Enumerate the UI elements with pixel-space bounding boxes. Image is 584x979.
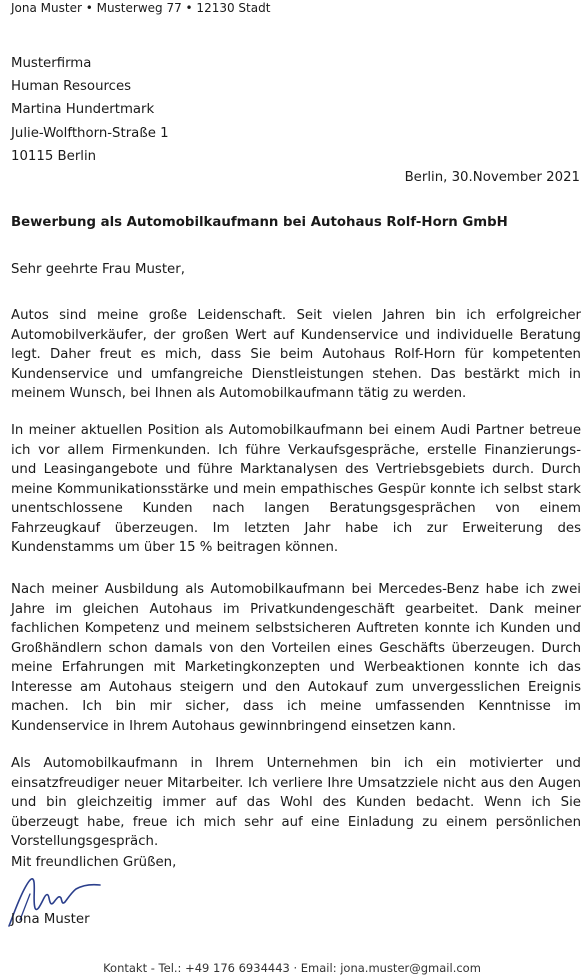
body-paragraph-4: Als Automobilkaufmann in Ihrem Unternehmen bin ich ein motivierter und einsatzfreudiger neuer Mitarbeiter. Ich verliere Ihre Umsatzziele nicht aus den Augen und bin gleichzeitig immer auf das Wohl des Kunden bedacht. Wenn ich Sie überzeugt habe, freue ich mich sehr auf eine Einladung zu einem persönlichen Vorstellungsgespräch. xyxy=(11,756,581,850)
date-line: Berlin, 30.November 2021 xyxy=(404,170,580,185)
subject-line: Bewerbung als Automobilkaufmann bei Autohaus Rolf-Horn GmbH xyxy=(11,215,508,230)
signer-name: Jona Muster xyxy=(11,912,90,927)
body-paragraph-1: Autos sind meine große Leidenschaft. Seit vielen Jahren bin ich erfolgreicher Automobilverkäufer, der großen Wert auf Kundenservice und individuelle Beratung legt. Daher freut es mich, dass Sie beim Autohaus Rolf-Horn für kompetenten Kundenservice und umfangreiche Dienstleistungen stehen. Das bestärkt mich in meinem Wunsch, bei Ihnen als Automobilkaufmann tätig zu werden. xyxy=(11,308,581,402)
recipient-city: 10115 Berlin xyxy=(11,148,97,164)
recipient-company: Musterfirma xyxy=(11,56,92,71)
contact-footer: Kontakt - Tel.: +49 176 6934443 · Email: jona.muster@gmail.com xyxy=(103,961,481,975)
body-paragraph-2: In meiner aktuellen Position als Automobilkaufmann bei einem Audi Partner betreue ich vor allem Firmenkunden. Ich führe Verkaufsgespräche, erstelle Finanzierungs- und Leasingangebote und führe Marktanalysen des Vertriebsgebiets durch. Durch meine Kommunikationsstärke und mein empathisches Gespür konnte ich selbst stark unentschlossene Kunden nach langen Beratungsgesprächen von einem Fahrzeugkauf überzeugen. Im letzten Jahr habe ich zur Erweiterung des Kundenstamms um über 15 % beitragen können. xyxy=(11,423,581,556)
recipient-address-block xyxy=(11,52,169,168)
salutation: Sehr geehrte Frau Muster, xyxy=(11,262,185,277)
body-paragraph-3: Nach meiner Ausbildung als Automobilkaufmann bei Mercedes-Benz habe ich zwei Jahre im gleichen Autohaus im Privatkundengeschäft gearbeitet. Dank meiner fachlichen Kompetenz und meinem selbstsicheren Auftreten konnte ich Kunden und Großhändlern schon damals von den Vorteilen eines Geschäfts überzeugen. Durch meine Erfahrungen mit Marketingkonzepten und Werbeaktionen konnte ich das Interesse am Autohaus steigern und den Autokauf zum unvergesslichen Ereignis machen. Ich bin mir sicher, dass ich meine umfassenden Kenntnisse im Kundenservice in Ihrem Autohaus gewinnbringend einsetzen kann. xyxy=(11,582,581,734)
closing-phrase: Mit freundlichen Grüßen, xyxy=(11,855,177,870)
recipient-street: Julie-Wolfthorn-Straße 1 xyxy=(11,125,169,141)
sender-address-line: Jona Muster • Musterweg 77 • 12130 Stadt xyxy=(11,1,271,15)
recipient-department: Human Resources xyxy=(11,79,132,95)
recipient-contact: Martina Hundertmark xyxy=(11,102,155,118)
